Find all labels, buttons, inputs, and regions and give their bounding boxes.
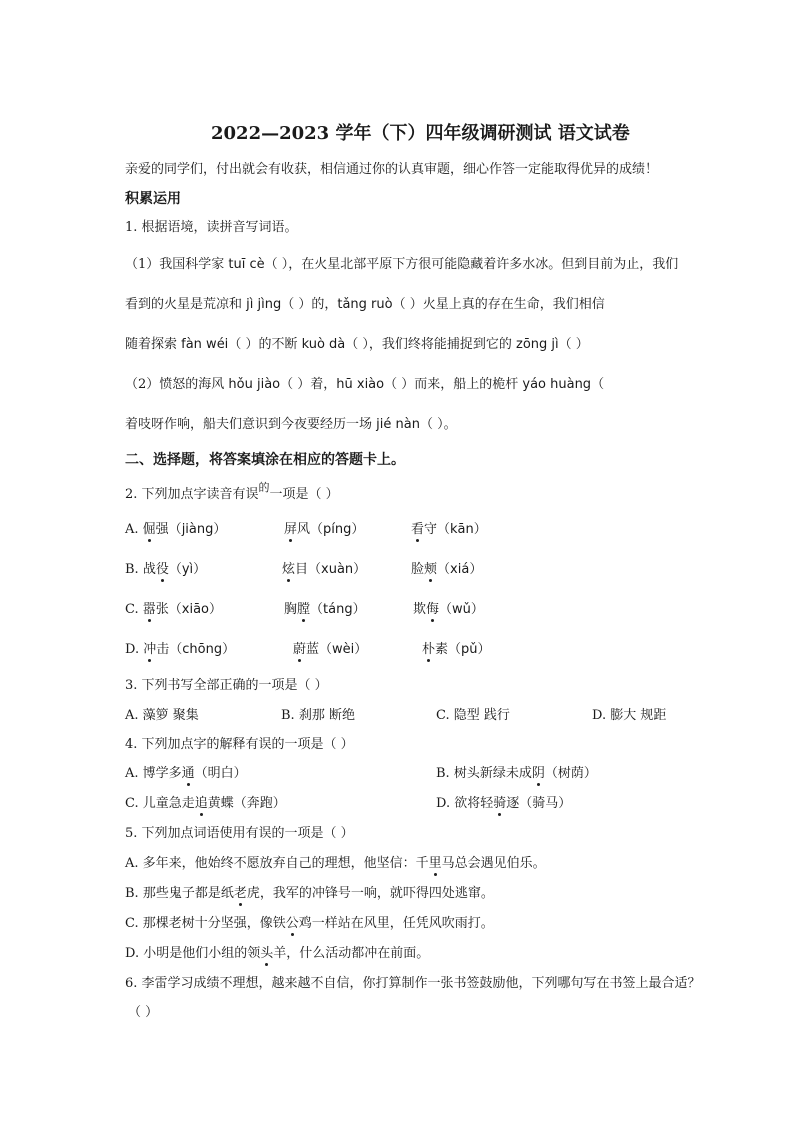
dotted-char: 冲 (143, 642, 157, 657)
text: ） (209, 602, 223, 617)
text: 一项是（ ） (269, 487, 339, 502)
q5-option-b (125, 885, 494, 903)
text: 守（ (424, 522, 451, 537)
pinyin: píng (323, 522, 352, 537)
text: 胸 (284, 602, 298, 617)
pinyin: wèi (332, 642, 355, 657)
text: （树荫） (544, 766, 597, 781)
q4-stem: 4. 下列加点字的解释有误的一项是（ ） (125, 737, 354, 752)
pinyin: xiāo (181, 602, 210, 617)
q3-option-c: C. 隐型 践行 (436, 708, 510, 723)
text: 着吱呀作响，船夫们意识到今夜要经历一场 (125, 417, 377, 432)
q2-option-d (125, 641, 235, 659)
pinyin: pǔ (461, 642, 478, 657)
text: 的 (258, 481, 270, 494)
text: 一样站在风里，任凭风吹雨打。 (311, 916, 494, 931)
pinyin: chōng (182, 642, 223, 657)
text: C. (125, 602, 143, 617)
dotted-phrase: 纸老虎 (220, 886, 260, 901)
text: 蓝（ (306, 642, 333, 657)
text: 随着探索 (125, 337, 182, 352)
text: 风（ (297, 522, 324, 537)
dotted-char: 侮 (426, 602, 440, 617)
dotted-char: 通 (181, 766, 195, 781)
pinyin-kuo-da: kuò dà (301, 337, 346, 352)
q3-stem: 3. 下列书写全部正确的一项是（ ） (125, 678, 328, 693)
q1-para1-line1 (125, 256, 678, 274)
pinyin-fan-wei: fàn wéi (181, 337, 229, 352)
text: D. (125, 642, 144, 657)
q1-stem: 1. 根据语境，读拼音写词语。 (125, 220, 298, 235)
text: 看到的火星是荒凉和 (125, 297, 247, 312)
q1-para1-line2 (125, 296, 605, 314)
text: （ ） (558, 337, 589, 352)
q1-para2-line1 (125, 376, 604, 394)
text: 逐（骑马） (506, 796, 572, 811)
pinyin-ji-jing: jì jìng (246, 297, 282, 312)
text: （ ）的， (281, 297, 338, 312)
pinyin: xuàn (321, 562, 354, 577)
text: ） (353, 562, 367, 577)
q2-option-b (125, 561, 206, 579)
text: 目（ (295, 562, 322, 577)
text: （明白） (194, 766, 247, 781)
text: （ (168, 562, 182, 577)
pinyin: jiàng (181, 522, 214, 537)
pinyin: yì (181, 562, 194, 577)
pinyin: kān (450, 522, 474, 537)
dotted-char: 骑 (493, 796, 507, 811)
text: C. 儿童急走 (125, 796, 195, 811)
pinyin-jie-nan: jié nàn (376, 417, 420, 432)
text: （ (310, 602, 324, 617)
text: （1）我国科学家 (125, 257, 229, 272)
q2-option-c (125, 601, 222, 619)
dotted-phrase: 领头羊 (247, 946, 287, 961)
text: 素（ (435, 642, 462, 657)
q2-option-c-3 (413, 601, 484, 619)
pinyin-hu-xiao: hū xiào (336, 377, 385, 392)
text: 2. 下列加点字读音有误 (125, 487, 259, 502)
section-heading-accumulation: 积累运用 (125, 191, 181, 207)
text: ） (351, 522, 365, 537)
text: （ ）着， (280, 377, 337, 392)
text: A. (125, 522, 143, 537)
q4-option-c (125, 795, 286, 813)
dotted-char: 蔚 (293, 642, 307, 657)
dotted-phrase: 铁公鸡 (272, 916, 312, 931)
dotted-char: 膛 (297, 602, 311, 617)
dotted-char: 屏 (284, 522, 298, 537)
text: B. 战 (125, 562, 156, 577)
q1-para1-line3 (125, 336, 589, 354)
text: （ ）而来，船上的桅杆 (384, 377, 523, 392)
text: ） (352, 602, 366, 617)
section-heading-choice: 二、选择题，将答案填涂在相应的答题卡上。 (125, 452, 405, 468)
text: 脸 (411, 562, 425, 577)
intro-text: 亲爱的同学们，付出就会有收获，相信通过你的认真审题，细心作答一定能取得优异的成绩！ (125, 162, 659, 177)
dotted-char: 追 (194, 796, 208, 811)
q2-option-d-2 (293, 641, 367, 659)
q3-option-a: A. 藻箩 聚集 (125, 708, 199, 723)
dotted-char: 朴 (422, 642, 436, 657)
q4-option-b (436, 765, 597, 783)
dotted-char: 倔 (142, 522, 156, 537)
text: （ ）火星上真的存在生命，我们相信 (392, 297, 605, 312)
dotted-phrase: 千里马 (415, 856, 455, 871)
dotted-char: 阴 (531, 766, 545, 781)
text: ） (473, 522, 487, 537)
text: 击（ (156, 642, 183, 657)
q2-stem (125, 481, 339, 504)
text: A. 多年来，他始终不愿放弃自己的理想，他坚信： (125, 856, 416, 871)
text: （ ），在火星北部平原下方很可能隐藏着许多水冰。但到目前为止，我们 (264, 257, 679, 272)
dotted-char: 看 (411, 522, 425, 537)
pinyin: táng (323, 602, 353, 617)
q2-option-d-3 (422, 641, 491, 659)
q2-option-a-2 (284, 521, 364, 539)
text: 黄蝶（奔跑） (207, 796, 286, 811)
q2-option-b-3 (411, 561, 482, 579)
text: ） (213, 522, 227, 537)
q4-option-a (125, 765, 247, 783)
text: ） (354, 642, 368, 657)
q5-option-a (125, 855, 546, 873)
text: ，我军的冲锋号一响，就吓得四处逃窜。 (259, 886, 494, 901)
pinyin: wǔ (452, 602, 471, 617)
pinyin-tui-ce: tuī cè (228, 257, 265, 272)
text: ） (470, 602, 484, 617)
q6-answer-paren: （ ） (128, 1005, 159, 1020)
text: （ ），我们终将能捕捉到它的 (345, 337, 517, 352)
text: （ (439, 602, 453, 617)
pinyin-zong-ji: zōng jì (516, 337, 559, 352)
q5-option-c (125, 915, 494, 933)
text: 欺 (413, 602, 427, 617)
text: D. 小明是他们小组的 (125, 946, 248, 961)
text: ） (477, 642, 491, 657)
text: ，什么活动都冲在前面。 (286, 946, 430, 961)
q3-option-b: B. 刹那 断绝 (281, 708, 355, 723)
text: （ (591, 377, 605, 392)
q6-stem: 6. 李雷学习成绩不理想，越来越不自信，你打算制作一张书签鼓励他，下列哪句写在书签上最合适？ (125, 976, 701, 991)
page-title: 2022—2023 学年（下）四年级调研测试 语文试卷 (211, 123, 630, 144)
q4-option-d (436, 795, 571, 813)
dotted-char: 嚣 (142, 602, 156, 617)
text: （ (437, 562, 451, 577)
text: （ ）。 (419, 417, 457, 432)
text: B. 那些鬼子都是 (125, 886, 221, 901)
dotted-char: 役 (155, 562, 169, 577)
q2-option-c-2 (284, 601, 366, 619)
text: 强（ (155, 522, 182, 537)
pinyin-tang-ruo: tǎng ruò (337, 297, 393, 312)
q1-para2-line2 (125, 416, 457, 434)
text: B. 树头新绿未成 (436, 766, 532, 781)
text: D. 欲将轻 (436, 796, 494, 811)
text: （2）愤怒的海风 (125, 377, 229, 392)
dotted-char: 颊 (424, 562, 438, 577)
q5-option-d (125, 945, 429, 963)
text: A. 博学多 (125, 766, 182, 781)
text: ） (193, 562, 207, 577)
text: 张（ (155, 602, 182, 617)
q2-option-a (125, 521, 226, 539)
q3-option-d: D. 膨大 规距 (592, 708, 667, 723)
text: 总会遇见伯乐。 (454, 856, 546, 871)
q2-option-b-2 (282, 561, 366, 579)
pinyin: xiá (450, 562, 470, 577)
dotted-char: 炫 (282, 562, 296, 577)
text: ） (469, 562, 483, 577)
pinyin-hou-jiao: hǒu jiào (228, 377, 281, 392)
text: C. 那棵老树十分坚强，像 (125, 916, 273, 931)
pinyin-yao-huang: yáo huàng (522, 377, 592, 392)
q2-option-a-3 (411, 521, 487, 539)
q5-stem: 5. 下列加点词语使用有误的一项是（ ） (125, 826, 354, 841)
text: ） (222, 642, 236, 657)
text: （ ）的不断 (228, 337, 302, 352)
